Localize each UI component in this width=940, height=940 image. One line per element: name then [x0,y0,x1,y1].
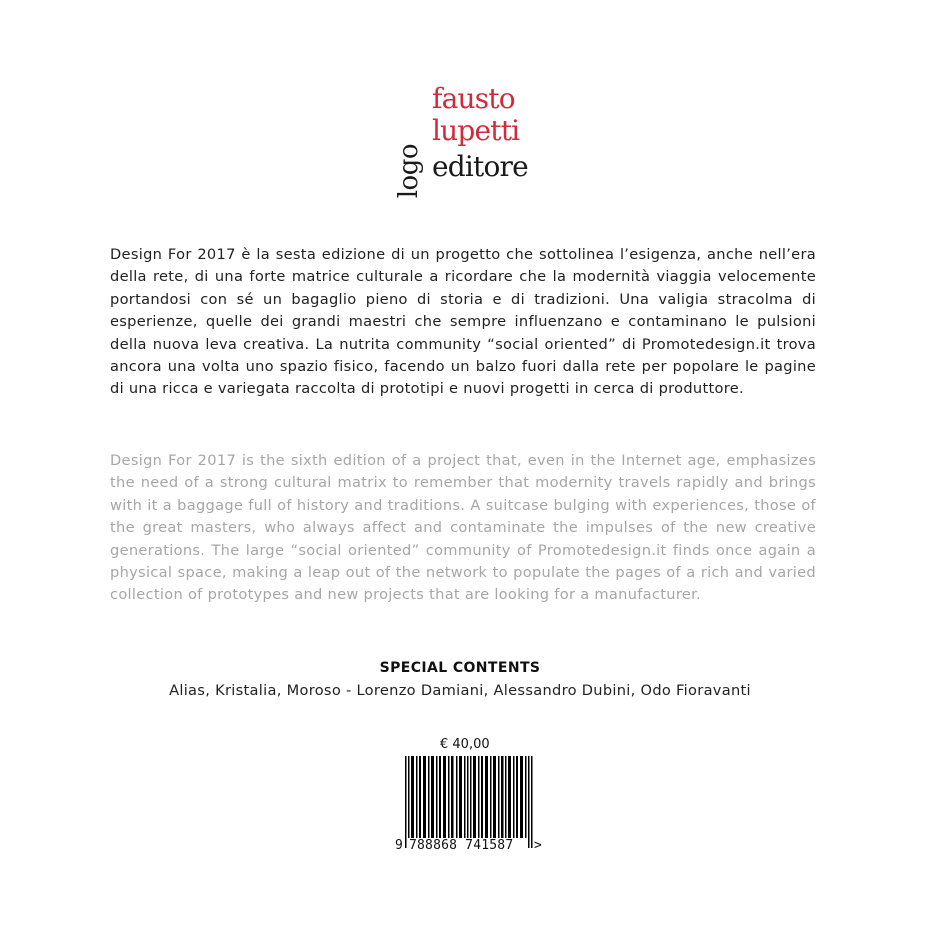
price-label: € 40,00 [440,737,490,752]
special-contents-title: SPECIAL CONTENTS [379,660,541,676]
special-contents-list: Alias, Kristalia, Moroso - Lorenzo Damiani, Alessandro Dubini, Odo Fioravanti [169,682,751,699]
logo-line-editore: editore [432,150,528,183]
publisher-logo [394,82,556,199]
italian-description: Design For 2017 è la sesta edizione di un progetto che sottolinea l’esigenza, anche nell’era della rete, di una forte matrice culturale a ricordare che la modernità viaggia velocemente portandosi con sé un bagaglio pieno di storia e di tradizioni. Una valigia stracolma di esperienze, quelle dei grandi maestri che sempre influenzano e contaminano le pulsioni della nuova leva creativa. La nutrita community “social oriented” di Promotedesign.it trova ancora una volta uno spazio fisico, facendo un balzo fuori dalla rete per popolare le pagine di una ricca e variegata raccolta di prototipi e nuovi progetti in cerca di produttore. [110,246,816,398]
logo-vertical-word: logo [394,144,424,199]
logo-line-fausto: fausto [432,82,515,115]
logo-line-lupetti: lupetti [432,114,520,147]
isbn-lead-digit: 9 [395,838,403,853]
isbn-digits: 788868 741587 [409,838,514,853]
isbn-end-mark: > [534,838,542,853]
barcode-icon [405,756,533,848]
english-description: Design For 2017 is the sixth edition of a project that, even in the Internet age, emphasizes the need of a strong cultural matrix to remember that modernity travels rapidly and brings with it a baggage full of history and traditions. A suitcase bulging with experiences, those of the great masters, who always affect and contaminate the impulses of the new creative generations. The large “social oriented” community of Promotedesign.it finds once again a physical space, making a leap out of the network to populate the pages of a rich and varied collection of prototypes and new projects that are looking for a manufacturer. [110,452,816,604]
